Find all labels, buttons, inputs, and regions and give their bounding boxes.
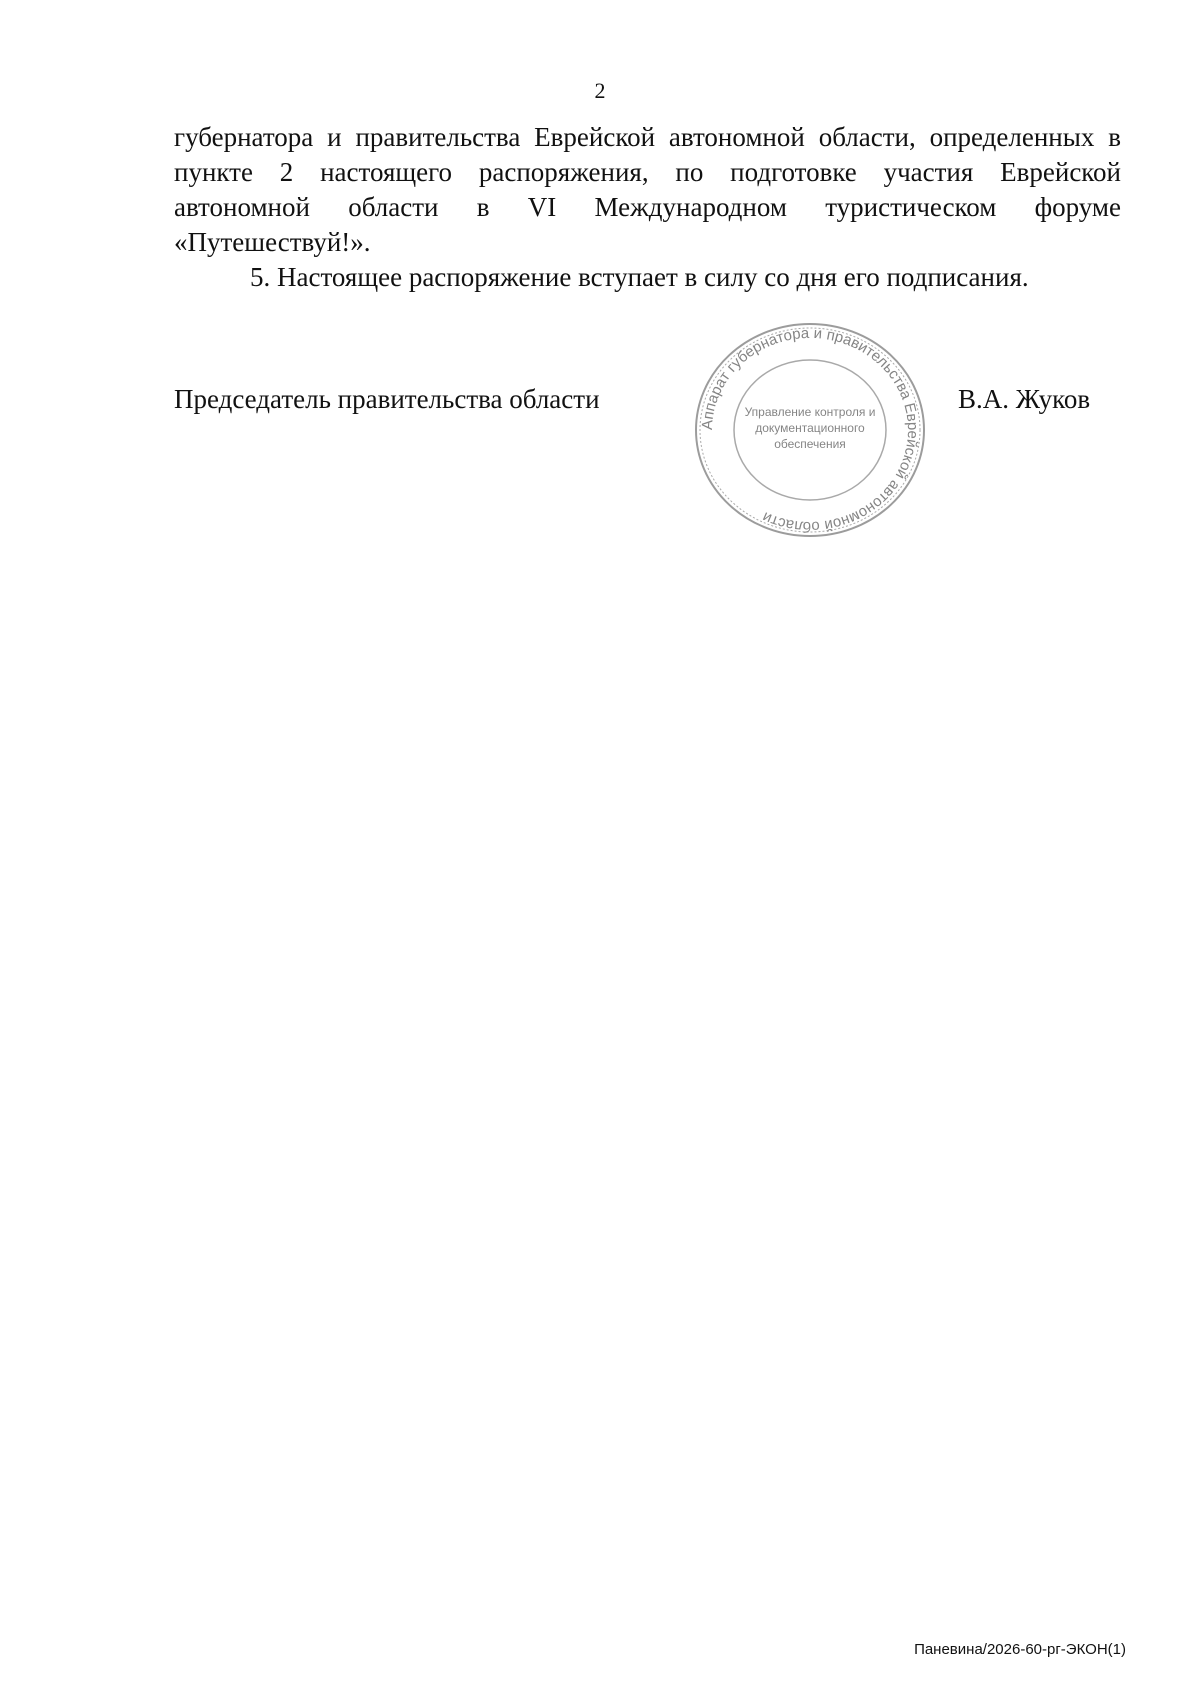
stamp-inner-line-3: обеспечения	[774, 437, 846, 451]
stamp-inner-line-2: документационного	[755, 421, 865, 435]
signatory-name: В.А. Жуков	[958, 384, 1091, 414]
stamp-outer-text: Аппарат губернатора и правительства Еврейской автономной области	[698, 324, 922, 536]
paragraph-continuation: губернатора и правительства Еврейской автономной области, определенных в пункте 2 настоящего распоряжения, по подготовке участия Еврейской автономной области в VI Международном туристическом форуме «Путешествуй!».	[174, 122, 1121, 257]
page-number: 2	[594, 78, 606, 103]
document-body	[174, 120, 1121, 295]
paragraph-item-5: 5. Настоящее распоряжение вступает в силу со дня его подписания.	[250, 262, 1029, 292]
signatory-title: Председатель правительства области	[174, 384, 600, 414]
official-stamp	[690, 318, 930, 542]
stamp-inner-line-1: Управление контроля и	[744, 405, 876, 419]
document-footer-code: Паневина/2026-60-рг-ЭКОН(1)	[914, 1641, 1126, 1658]
